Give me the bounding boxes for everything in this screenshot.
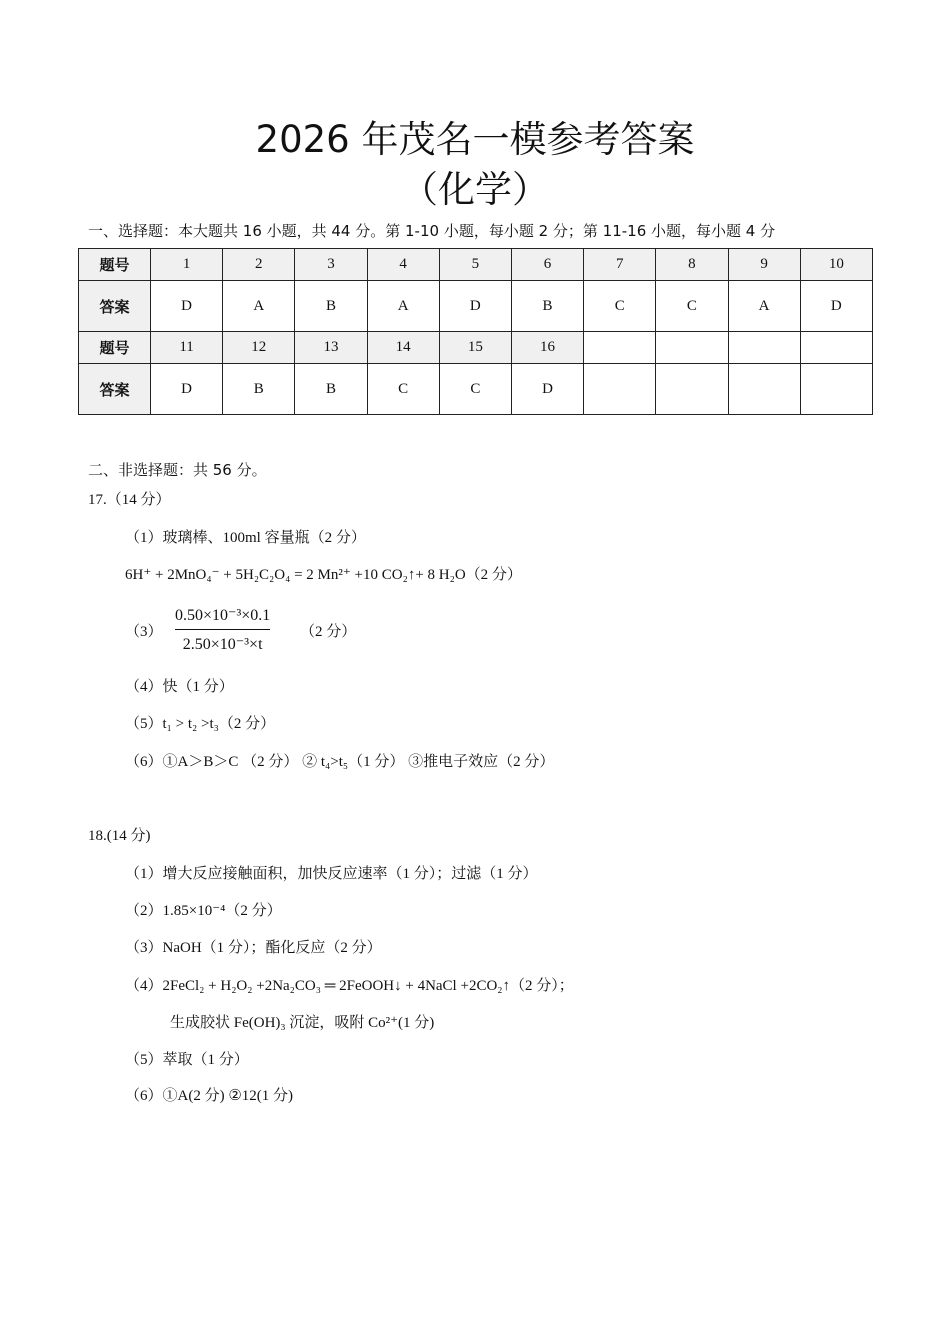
answer-cell: B (295, 364, 367, 415)
question-number: 16 (511, 332, 583, 364)
table-row (79, 364, 873, 415)
question-number: 3 (295, 249, 367, 281)
row-label-number: 题号 (79, 249, 151, 281)
fraction-bar (175, 629, 270, 630)
question-number: 4 (367, 249, 439, 281)
question-number: 8 (656, 249, 728, 281)
question-number: 7 (584, 249, 656, 281)
answer-cell: D (511, 364, 583, 415)
answer-cell: A (728, 281, 800, 332)
empty-cell (728, 332, 800, 364)
question-number: 13 (295, 332, 367, 364)
q18-answer-5: （5）萃取（1 分） (125, 1052, 249, 1068)
answer-cell: A (367, 281, 439, 332)
q17-answer-5: （5）t₁ > t₂ >t₃（2 分） (125, 716, 276, 732)
q17-answer-1: （1）玻璃棒、100ml 容量瓶（2 分） (125, 530, 366, 546)
empty-cell (800, 332, 872, 364)
empty-cell (656, 364, 728, 415)
answer-cell: C (656, 281, 728, 332)
empty-cell (800, 364, 872, 415)
q18-answer-3: （3）NaOH（1 分）；酯化反应（2 分） (125, 940, 382, 956)
answer-cell: C (367, 364, 439, 415)
table-row (79, 249, 873, 281)
empty-cell (728, 364, 800, 415)
question-number: 1 (151, 249, 223, 281)
row-label-number: 题号 (79, 332, 151, 364)
q18-answer-6: （6）①A(2 分) ②12(1 分) (125, 1088, 294, 1104)
empty-cell (656, 332, 728, 364)
question-number: 11 (151, 332, 223, 364)
answer-cell: B (295, 281, 367, 332)
answer-cell: D (151, 281, 223, 332)
fraction-denominator: 2.50×10⁻³×t (182, 636, 263, 653)
q18-answer-4b: 生成胶状 Fe(OH)₃ 沉淀，吸附 Co²⁺(1 分) (170, 1015, 435, 1031)
row-label-answer: 答案 (79, 281, 151, 332)
answer-cell: D (439, 281, 511, 332)
question-number: 15 (439, 332, 511, 364)
q17-answer-4: （4）快（1 分） (125, 679, 234, 695)
answer-cell: C (439, 364, 511, 415)
q18-answer-2: （2）1.85×10⁻⁴（2 分） (125, 903, 282, 919)
answer-cell: D (800, 281, 872, 332)
answer-cell: D (151, 364, 223, 415)
question-number: 2 (223, 249, 295, 281)
q17-header: 17.（14 分） (88, 492, 171, 508)
empty-cell (584, 364, 656, 415)
q17-answer-6: （6）①A＞B＞C （2 分） ② t₄>t₅（1 分） ③推电子效应（2 分） (125, 754, 555, 770)
question-number: 6 (511, 249, 583, 281)
question-number: 14 (367, 332, 439, 364)
table-row (79, 332, 873, 364)
answer-table (78, 248, 873, 415)
q17-fraction (175, 605, 270, 654)
answer-cell: B (223, 364, 295, 415)
empty-cell (584, 332, 656, 364)
answer-cell: B (511, 281, 583, 332)
table-row (79, 281, 873, 332)
q17-answer-3-score: （2 分） (300, 624, 357, 640)
fraction-numerator: 0.50×10⁻³×0.1 (175, 607, 271, 624)
q18-answer-1: （1）增大反应接触面积，加快反应速率（1 分）；过滤（1 分） (125, 866, 538, 882)
question-number: 5 (439, 249, 511, 281)
q17-answer-3-label: （3） (125, 624, 163, 640)
answer-cell: A (223, 281, 295, 332)
q17-answer-2: 6H⁺ + 2MnO₄⁻ + 5H₂C₂O₄ = 2 Mn²⁺ +10 CO₂↑+ 8 H₂O（2 分） (125, 567, 522, 583)
question-number: 9 (728, 249, 800, 281)
page-subtitle: （化学） (401, 168, 549, 211)
q18-header: 18.(14 分) (88, 828, 151, 844)
section1-heading: 一、选择题：本大题共 16 小题，共 44 分。第 1-10 小题，每小题 2 分；第 11-16 小题，每小题 4 分 (88, 222, 776, 240)
q18-answer-4: （4）2FeCl₂ + H₂O₂ +2Na₂CO₃ ═ 2FeOOH↓ + 4NaCl +2CO₂↑（2 分）； (125, 978, 574, 994)
question-number: 12 (223, 332, 295, 364)
section2-heading: 二、非选择题：共 56 分。 (88, 461, 267, 479)
question-number: 10 (800, 249, 872, 281)
row-label-answer: 答案 (79, 364, 151, 415)
page-title: 2026 年茂名一模参考答案 (255, 118, 695, 161)
answer-cell: C (584, 281, 656, 332)
